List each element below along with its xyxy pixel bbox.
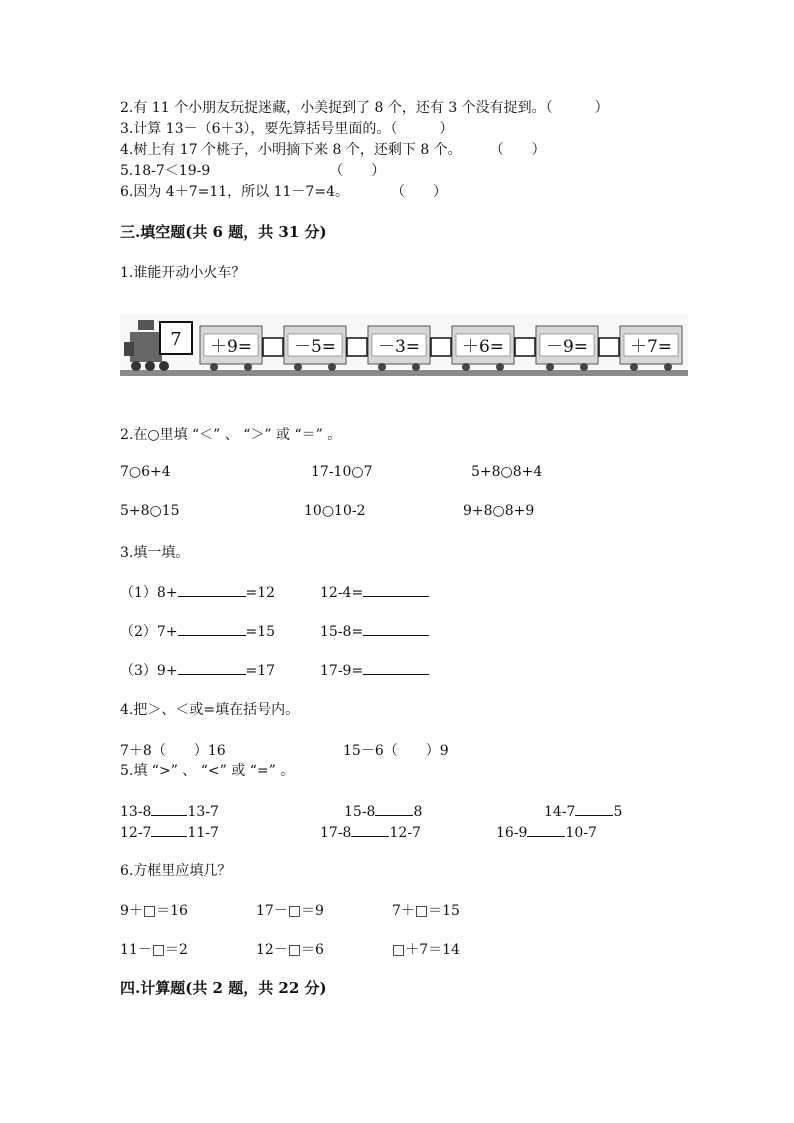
- q2-r1-c1: 7○6+4: [120, 464, 171, 480]
- q5-r1-c2-blank[interactable]: [375, 801, 413, 816]
- car-3: [368, 326, 430, 371]
- judge-item-4: 4.树上有 17 个桃子，小明摘下来 8 个，还剩下 8 个。 （ ）: [120, 142, 546, 158]
- q5-r1-c3-left: 14-7: [544, 804, 576, 820]
- answer-box-3: [431, 338, 451, 356]
- q3-row-2-right-expr: 15-8=: [320, 624, 364, 640]
- q5-r1-c2-right: 8: [413, 804, 423, 820]
- q5-r2-c3-right: 10-7: [565, 825, 597, 841]
- q6-r1-c3: 7＋□＝15: [392, 903, 460, 919]
- q3-row-1-right-blank[interactable]: [363, 582, 429, 597]
- q2-r2-c2: 10○10-2: [304, 503, 366, 519]
- car-1: [200, 326, 262, 371]
- q3-row-1-label: （1）8+: [120, 585, 178, 601]
- q5-r2-c2: [320, 822, 421, 841]
- q4-left: 7＋8（ ）16: [120, 743, 226, 759]
- car-6-label: ＋7=: [629, 337, 673, 357]
- q2-title: 2.在○里填 “＜” 、 “＞” 或 “＝” 。: [120, 427, 342, 443]
- q5-r2-c1-left: 12-7: [120, 825, 152, 841]
- q3-row-2-after: =15: [245, 624, 276, 640]
- q5-r1-c2-left: 15-8: [344, 804, 376, 820]
- q3-row-1-after: =12: [245, 585, 276, 601]
- q5-r2-c1-blank[interactable]: [151, 822, 187, 837]
- q3-title: 3.填一填。: [120, 545, 190, 561]
- q2-r1-c3: 5+8○8+4: [471, 464, 543, 480]
- q3-row-1-right: [320, 582, 429, 601]
- q5-r2-c3-blank[interactable]: [527, 822, 565, 837]
- q5-r2-c2-left: 17-8: [320, 825, 352, 841]
- q3-row-2: [120, 621, 275, 641]
- car-5-label: －9=: [545, 337, 589, 357]
- q2-r2-c1: 5+8○15: [120, 503, 180, 519]
- car-3-label: －3=: [377, 337, 421, 357]
- q3-row-1-right-expr: 12-4=: [320, 585, 364, 601]
- q5-r1-c1: [120, 801, 219, 820]
- car-2: [284, 326, 346, 371]
- q3-row-3-right-expr: 17-9=: [320, 663, 364, 679]
- q5-r1-c3: [544, 801, 622, 820]
- q1-title: 1.谁能开动小火车？: [120, 265, 246, 281]
- car-1-label: ＋9=: [209, 337, 253, 357]
- q5-r2-c3-left: 16-9: [496, 825, 528, 841]
- q6-title: 6.方框里应填几？: [120, 863, 232, 879]
- q5-r1-c2: [344, 801, 422, 820]
- q2-r2-c3: 9+8○8+9: [463, 503, 535, 519]
- train-track: [120, 370, 688, 376]
- judge-item-3: 3.计算 13－（6＋3），要先算括号里面的。（ ）: [120, 121, 454, 137]
- q5-title: 5.填 “>” 、 “<” 或 “=” 。: [120, 763, 295, 779]
- q5-r1-c1-blank[interactable]: [151, 801, 187, 816]
- judge-item-5: 5.18-7＜19-9 （ ）: [120, 163, 386, 179]
- judge-item-2: 2.有 11 个小朋友玩捉迷藏，小美捉到了 8 个，还有 3 个没有捉到。（ ）: [120, 100, 609, 116]
- q6-r1-c1: 9＋□＝16: [120, 903, 188, 919]
- q3-row-3-label: （3）9+: [120, 663, 178, 679]
- q3-row-2-right-blank[interactable]: [363, 621, 429, 636]
- q5-r1-c3-blank[interactable]: [575, 801, 613, 816]
- train-illustration: [120, 312, 688, 382]
- q5-r2-c2-right: 12-7: [389, 825, 421, 841]
- car-5: [536, 326, 598, 371]
- answer-box-1: [263, 338, 283, 356]
- q3-row-2-blank[interactable]: [178, 621, 246, 636]
- q3-row-1-blank[interactable]: [178, 582, 246, 597]
- q6-r2-c1: 11－□＝2: [120, 942, 188, 958]
- q5-r2-c1-right: 11-7: [187, 825, 219, 841]
- q3-row-3: [120, 660, 275, 680]
- answer-box-5: [599, 338, 619, 356]
- q3-row-2-right: [320, 621, 429, 640]
- q4-right: 15－6（ ）9: [343, 743, 449, 759]
- car-2-label: －5=: [293, 337, 337, 357]
- start-number: 7: [170, 329, 182, 350]
- q4-title: 4.把＞、＜或=填在括号内。: [120, 702, 300, 718]
- q3-row-3-right: [320, 660, 429, 679]
- q6-r2-c2: 12－□＝6: [256, 942, 324, 958]
- car-4: [452, 326, 514, 371]
- q3-row-3-right-blank[interactable]: [363, 660, 429, 675]
- q2-r1-c2: 17-10○7: [311, 464, 373, 480]
- judge-item-6: 6.因为 4＋7=11，所以 11－7=4。 （ ）: [120, 184, 447, 200]
- q3-row-2-label: （2）7+: [120, 624, 178, 640]
- q5-r1-c1-left: 13-8: [120, 804, 152, 820]
- q5-r1-c1-right: 13-7: [187, 804, 219, 820]
- q5-r1-c3-right: 5: [613, 804, 623, 820]
- answer-box-2: [347, 338, 367, 356]
- section-4-title: 四.计算题(共 2 题，共 22 分): [120, 979, 327, 997]
- q5-r2-c2-blank[interactable]: [351, 822, 389, 837]
- section-3-title: 三.填空题(共 6 题，共 31 分): [120, 223, 327, 241]
- q3-row-3-blank[interactable]: [178, 660, 246, 675]
- q5-r2-c1: [120, 822, 219, 841]
- q5-r2-c3: [496, 822, 597, 841]
- q6-r2-c3: □＋7＝14: [392, 942, 460, 958]
- car-4-label: ＋6=: [461, 337, 505, 357]
- answer-box-4: [515, 338, 535, 356]
- q3-row-1: [120, 582, 275, 602]
- q6-r1-c2: 17－□＝9: [256, 903, 324, 919]
- q3-row-3-after: =17: [245, 663, 276, 679]
- car-6: [620, 326, 682, 371]
